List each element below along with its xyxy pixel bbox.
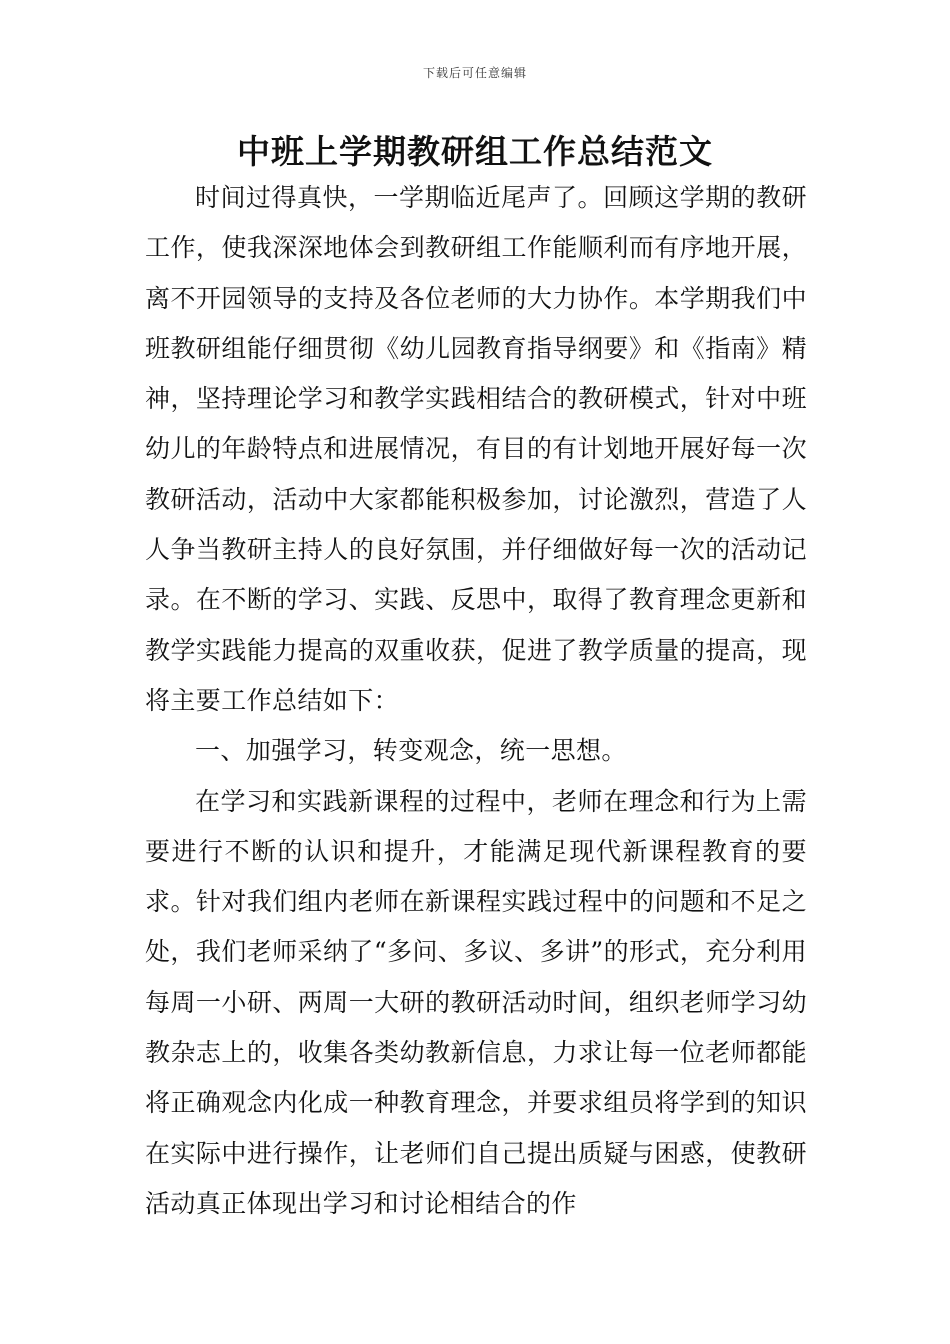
document-body (145, 173, 807, 1229)
paragraph-intro: 时间过得真快，一学期临近尾声了。回顾这学期的教研工作，使我深深地体会到教研组工作能顺利而有序地开展，离不开园领导的支持及各位老师的大力协作。本学期我们中班教研组能仔细贯彻《幼儿园教育指导纲要》和《指南》精神，坚持理论学习和教学实践相结合的教研模式，针对中班幼儿的年龄特点和进展情况，有目的有计划地开展好每一次教研活动，活动中大家都能积极参加，讨论激烈，营造了人人争当教研主持人的良好氛围，并仔细做好每一次的活动记录。在不断的学习、实践、反思中，取得了教育理念更新和教学实践能力提高的双重收获，促进了教学质量的提高，现将主要工作总结如下： (145, 183, 807, 715)
document-title: 中班上学期教研组工作总结范文 (237, 132, 713, 171)
header-note: 下载后可任意编辑 (422, 66, 527, 80)
section-heading: 一、加强学习，转变观念，统一思想。 (195, 736, 627, 766)
paragraph-study: 在学习和实践新课程的过程中，老师在理念和行为上需要进行不断的认识和提升，才能满足现代新课程教育的要求。针对我们组内老师在新课程实践过程中的问题和不足之处，我们老师采纳了“多问、多议、多讲”的形式，充分利用每周一小研、两周一大研的教研活动时间，组织老师学习幼教杂志上的，收集各类幼教新信息，力求让每一位老师都能将正确观念内化成一种教育理念，并要求组员将学到的知识在实际中进行操作，让老师们自己提出质疑与困惑，使教研活动真正体现出学习和讨论相结合的作 (145, 786, 807, 1218)
